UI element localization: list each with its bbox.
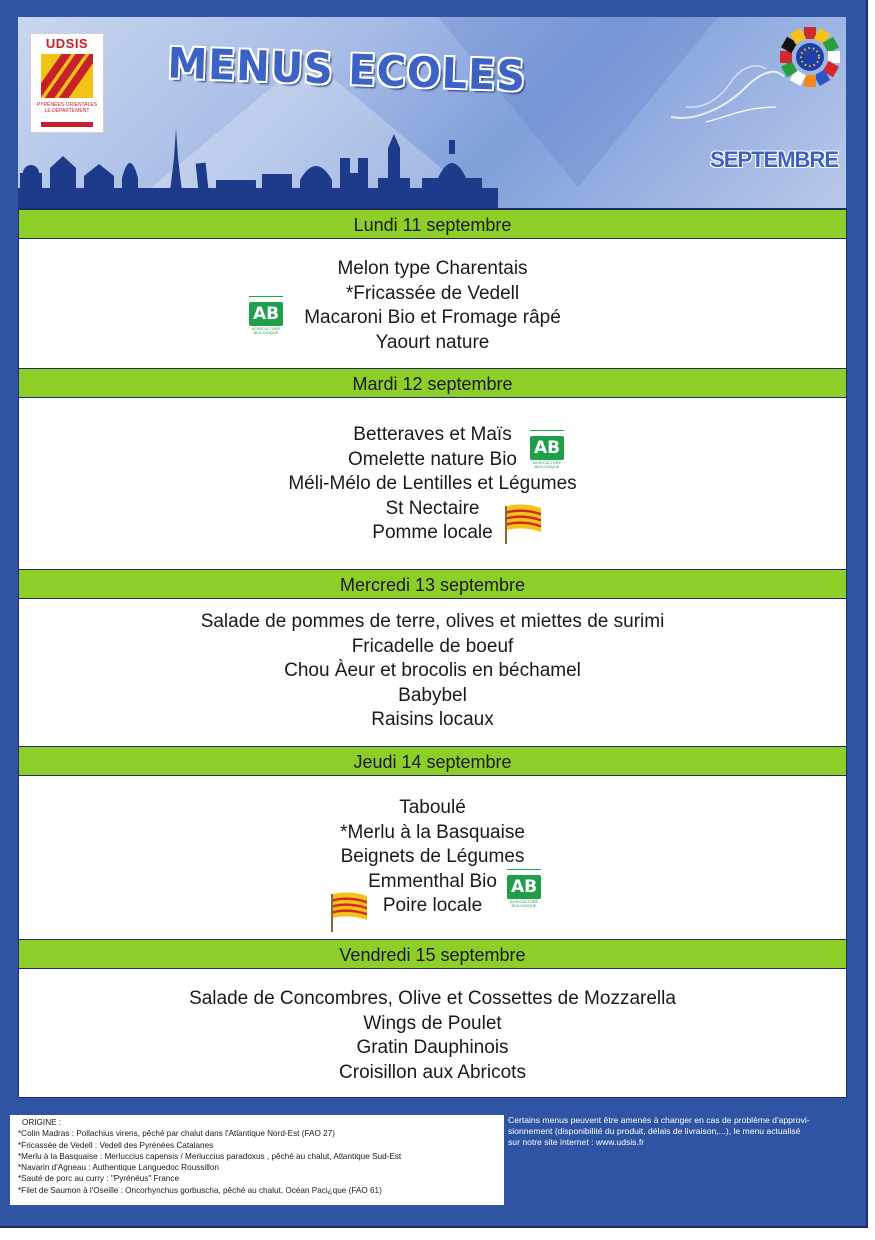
catalan-flag-icon [503,502,543,544]
menu-item: Beignets de Légumes [340,846,525,868]
origin-line: *Sauté de porc au curry : "Pyrénéus" France [18,1174,179,1184]
day-header-tuesday: Mardi 12 septembre [19,368,846,398]
weekly-menu [18,208,847,1098]
origin-line: *Colin Madras : Pollachius virens, pêché par chalut dans l'Atlantique Nord-Est (FAO 27) [18,1129,335,1139]
menu-item: Yaourt nature [375,331,490,353]
menu-item: Macaroni Bio et Fromage râpé [304,307,561,329]
day-menu-tuesday [19,398,846,569]
menu-item: Fricadelle de boeuf [351,635,514,657]
eu-flags-icon [778,25,842,89]
menu-item: Salade de Concombres, Olive et Cossettes de Mozzarella [189,988,676,1009]
notice-line: sionnement (disponibilité du produit, délais de livraison,...), le menu actualisé [508,1126,801,1136]
menu-item: Wings de Poulet [363,1012,502,1034]
menu-item: Poire locale [382,895,483,917]
origin-notes [10,1115,504,1205]
logo-subtitle-2: LE DÉPARTEMENT [44,108,90,114]
menu-item: Emmenthal Bio [368,870,497,892]
month-label: SEPTEMBRE [710,147,838,172]
organic-ab-label-icon: AB AGRICULTURE BIOLOGIQUE [247,296,285,334]
day-header-wednesday: Mercredi 13 septembre [19,569,846,599]
menu-item: Melon type Charentais [337,258,528,279]
logo-name: UDSIS [45,36,89,51]
menu-item: Pomme locale [372,522,493,544]
day-menu-wednesday [19,599,846,746]
origin-line: *Navarin d'Agneau : Authentique Languedoc Roussillon [18,1163,219,1173]
origin-line: *Fricassée de Vedell : Vedell des Pyrénées Catalanes [18,1140,214,1150]
menu-item: Taboulé [399,797,466,818]
day-menu-monday [19,239,846,368]
page-title: MENUS ECOLES [166,38,527,101]
menu-item: Salade de pommes de terre, olives et miettes de surimi [200,611,665,632]
menu-item: Gratin Dauphinois [356,1037,509,1059]
menu-item: Raisins locaux [371,709,494,731]
catalan-shield-icon [41,54,93,98]
day-header-monday: Lundi 11 septembre [19,209,846,239]
organic-ab-label-icon: AB AGRICULTURE BIOLOGIQUE [528,430,566,468]
header-banner [18,17,846,208]
catalan-flag-icon [329,890,369,932]
origin-line: *Filet de Saumon à l'Oseille : Oncorhynchus gorbuscha, pêché au chalut, Océan Paci¿que (FAO 61) [18,1185,382,1195]
swirl-decoration-icon [666,47,786,127]
menu-item: *Fricassée de Vedell [345,282,520,304]
notice-line: Certains menus peuvent être amenés à changer en cas de problème d'approvi- [508,1115,810,1125]
menu-item: *Merlu à la Basquaise [340,821,525,843]
menu-item: Babybel [398,684,467,706]
day-header-thursday: Jeudi 14 septembre [19,746,846,776]
menu-item: Betteraves et Maïs [353,424,512,445]
menu-item: Méli-Mélo de Lentilles et Légumes [288,473,577,495]
menu-item: Croisillon aux Abricots [339,1061,526,1083]
origin-line: *Merlu à la Basquaise : Merluccius capensis / Merluccius paradoxus , pêché au chalut, Atlantique Sud-Est [18,1151,402,1161]
origin-heading: ORIGINE : [22,1118,62,1127]
day-menu-thursday [19,776,846,939]
menu-change-notice [508,1115,866,1148]
logo-subtitle: PYRÉNÉES-ORIENTALES [36,102,98,108]
menu-item: Omelette nature Bio [348,448,517,470]
organic-ab-label-icon: AB AGRICULTURE BIOLOGIQUE [505,869,543,907]
menu-item: Chou Àeur et brocolis en béchamel [284,660,581,682]
notice-line: sur notre site internet : www.udsis.fr [508,1137,645,1147]
city-skyline-icon [18,118,498,208]
day-header-friday: Vendredi 15 septembre [19,939,846,969]
menu-item: St Nectaire [385,497,480,519]
day-menu-friday [19,969,846,1097]
